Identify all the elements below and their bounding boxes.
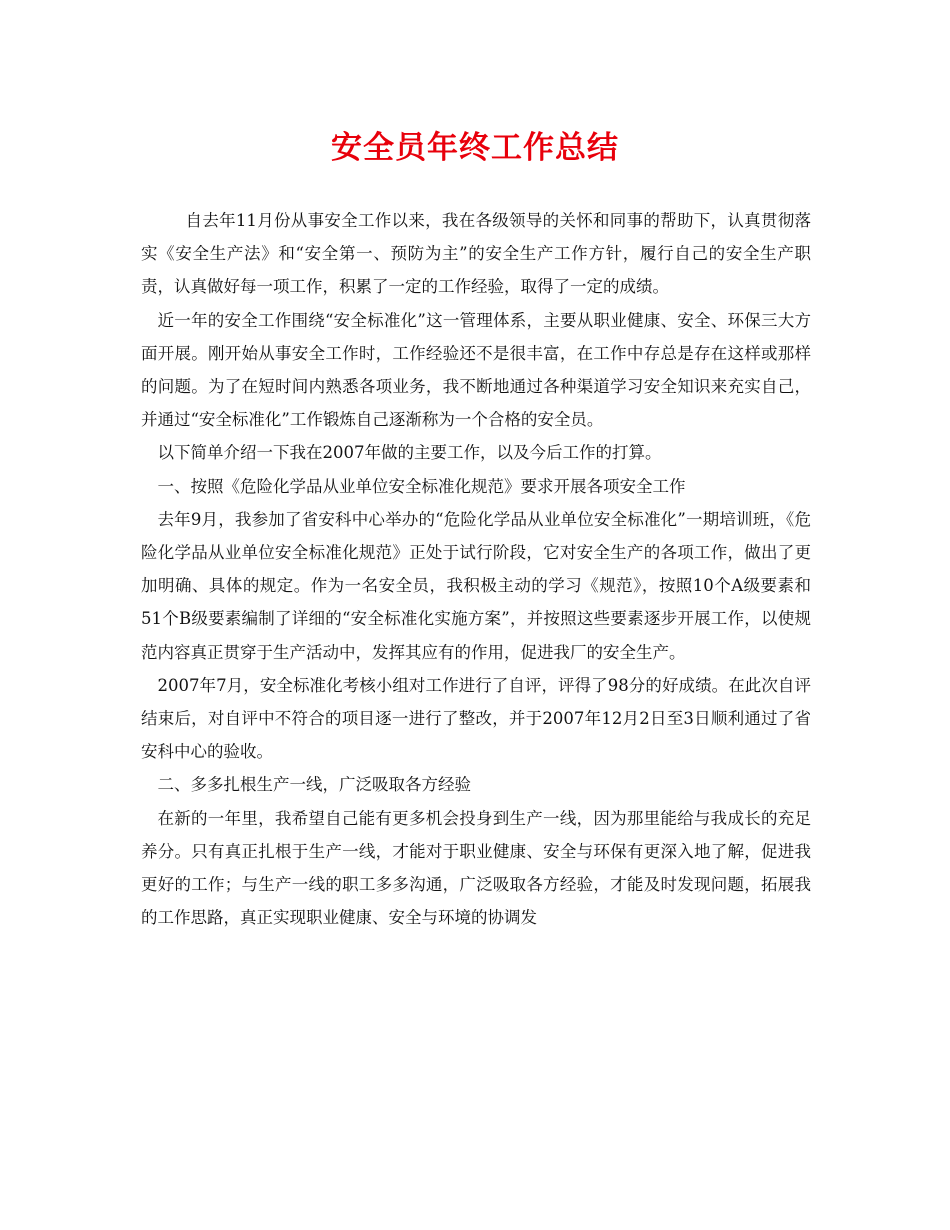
paragraph: 在新的一年里，我希望自己能有更多机会投身到生产一线，因为那里能给与我成长的充足养分。只有真正扎根于生产一线，才能对于职业健康、安全与环保有更深入地了解，促进我更好的工作；与生产一线的职工多多沟通，广泛吸取各方经验，才能及时发现问题，拓展我的工作思路，真正实现职业健康、安全与环境的协调发 bbox=[141, 808, 811, 928]
paragraph: 近一年的安全工作围绕“安全标准化”这一管理体系，主要从职业健康、安全、环保三大方面开展。刚开始从事安全工作时，工作经验还不是很丰富，在工作中存总是存在这样或那样的问题。为了在短时间内熟悉各项业务，我不断地通过各种渠道学习安全知识来充实自己，并通过“安全标准化”工作锻炼自己逐渐称为一个合格的安全员。 bbox=[141, 310, 811, 430]
paragraph: 自去年11月份从事安全工作以来，我在各级领导的关怀和同事的帮助下，认真贯彻落实《安全生产法》和“安全第一、预防为主”的安全生产工作方针，履行自己的安全生产职责，认真做好每一项工作，积累了一定的工作经验，取得了一定的成绩。 bbox=[141, 211, 811, 297]
document-title: 安全员年终工作总结 bbox=[331, 130, 619, 166]
section-heading: 二、多多扎根生产一线，广泛吸取各方经验 bbox=[157, 775, 471, 795]
paragraph: 去年9月，我参加了省安科中心举办的“危险化学品从业单位安全标准化”一期培训班，《危险化学品从业单位安全标准化规范》正处于试行阶段，它对安全生产的各项工作，做出了更加明确、具体的规定。作为一名安全员，我积极主动的学习《规范》，按照10个A级要素和51个B级要素编制了详细的“安全标准化实施方案”，并按照这些要素逐步开展工作，以使规范内容真正贯穿于生产活动中，发挥其应有的作用，促进我厂的安全生产。 bbox=[141, 509, 811, 662]
document-body bbox=[141, 204, 811, 934]
paragraph: 2007年7月，安全标准化考核小组对工作进行了自评，评得了98分的好成绩。在此次自评结束后，对自评中不符合的项目逐一进行了整改，并于2007年12月2日至3日顺利通过了省安科中心的验收。 bbox=[141, 675, 811, 762]
section-heading: 一、按照《危险化学品从业单位安全标准化规范》要求开展各项安全工作 bbox=[157, 476, 686, 496]
paragraph: 以下简单介绍一下我在2007年做的主要工作，以及今后工作的打算。 bbox=[157, 443, 662, 463]
